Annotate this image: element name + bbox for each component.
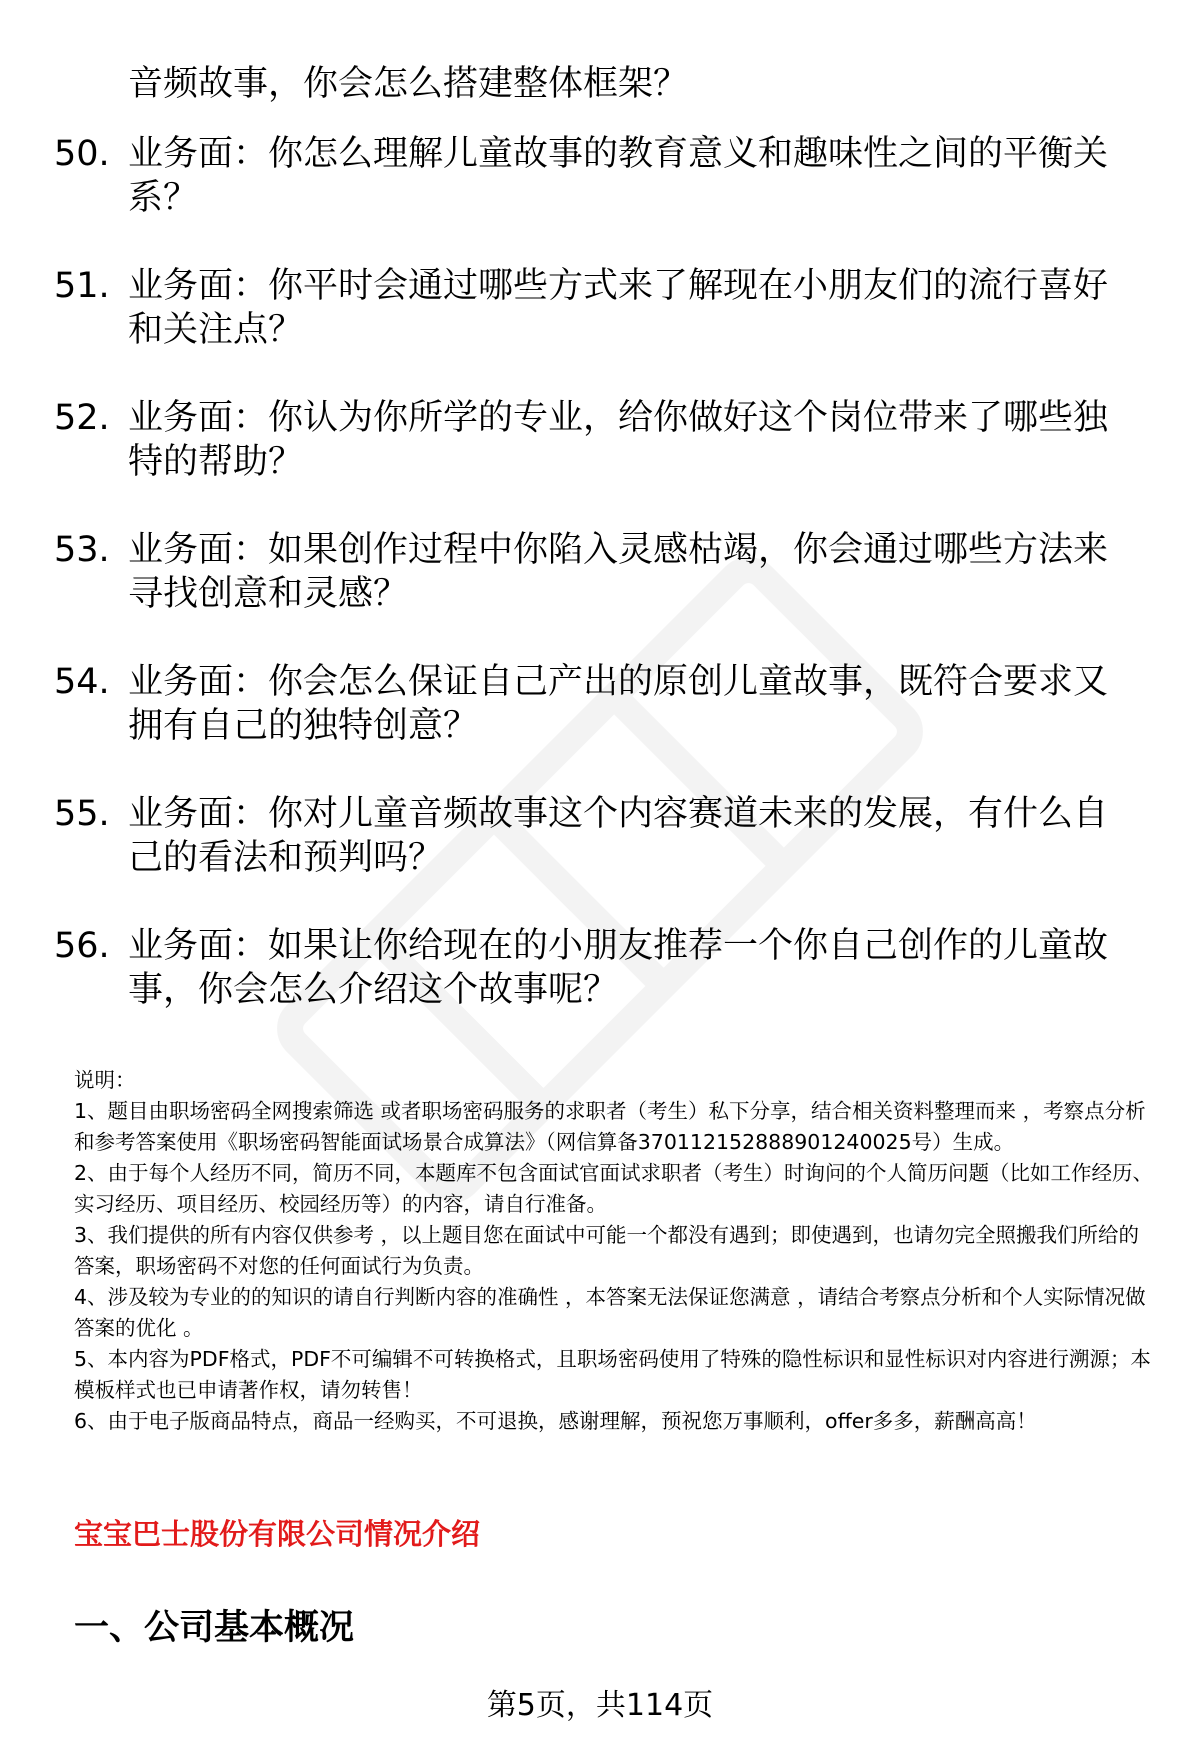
note-item: 3、我们提供的所有内容仅供参考 ，以上题目您在面试中可能一个都没有遇到；即使遇到，也请勿完全照搬我们所给的答案，职场密码不对您的任何面试行为负责。 <box>74 1223 1140 1278</box>
question-text: 业务面：你会怎么保证自己产出的原创儿童故事，既符合要求又拥有自己的独特创意？ <box>128 662 1109 746</box>
question-text: 业务面：你怎么理解儿童故事的教育意义和趣味性之间的平衡关系？ <box>128 134 1109 218</box>
note-item: 5、本内容为PDF格式，PDF不可编辑不可转换格式，且职场密码使用了特殊的隐性标识和显性标识对内容进行溯源；本模板样式也已申请著作权，请勿转售！ <box>74 1347 1151 1402</box>
question-text: 业务面：如果创作过程中你陷入灵感枯竭，你会通过哪些方法来寻找创意和灵感？ <box>128 530 1109 614</box>
question-number: 56. <box>54 926 110 966</box>
note-item: 6、由于电子版商品特点，商品一经购买，不可退换，感谢理解，预祝您万事顺利，offer多多，薪酬高高！ <box>74 1409 1037 1433</box>
question-number: 55. <box>54 794 110 834</box>
note-item: 1、题目由职场密码全网搜索筛选 或者职场密码服务的求职者（考生）私下分享，结合相关资料整理而来 ，考察点分析和参考答案使用《职场密码智能面试场景合成算法》（网信算备370112152888901240025号）生成。 <box>74 1099 1146 1154</box>
question-number: 53. <box>54 530 110 570</box>
question-number: 51. <box>54 266 110 306</box>
question-number: 54. <box>54 662 110 702</box>
question-continuation: 音频故事，你会怎么搭建整体框架？ <box>128 64 689 104</box>
page-footer: 第5页，共114页 <box>486 1688 714 1723</box>
question-text: 业务面：你平时会通过哪些方式来了解现在小朋友们的流行喜好和关注点？ <box>128 266 1109 350</box>
note-item: 4、涉及较为专业的的知识的请自行判断内容的准确性 ，本答案无法保证您满意 ，请结合考察点分析和个人实际情况做答案的优化 。 <box>74 1285 1146 1340</box>
notes-section <box>74 1065 1154 1437</box>
question-number: 50. <box>54 134 110 174</box>
notes-heading: 说明： <box>74 1068 136 1092</box>
section-heading: 一、公司基本概况 <box>74 1608 355 1648</box>
note-item: 2、由于每个人经历不同，简历不同，本题库不包含面试官面试求职者（考生）时询问的个人简历问题（比如工作经历、实习经历、项目经历、校园经历等）的内容，请自行准备。 <box>74 1161 1154 1216</box>
company-title: 宝宝巴士股份有限公司情况介绍 <box>74 1517 481 1551</box>
question-number: 52. <box>54 398 110 438</box>
question-text: 业务面：你认为你所学的专业，给你做好这个岗位带来了哪些独特的帮助？ <box>128 398 1109 482</box>
question-text: 业务面：如果让你给现在的小朋友推荐一个你自己创作的儿童故事，你会怎么介绍这个故事呢？ <box>128 926 1109 1010</box>
question-text: 业务面：你对儿童音频故事这个内容赛道未来的发展，有什么自己的看法和预判吗？ <box>128 794 1109 878</box>
